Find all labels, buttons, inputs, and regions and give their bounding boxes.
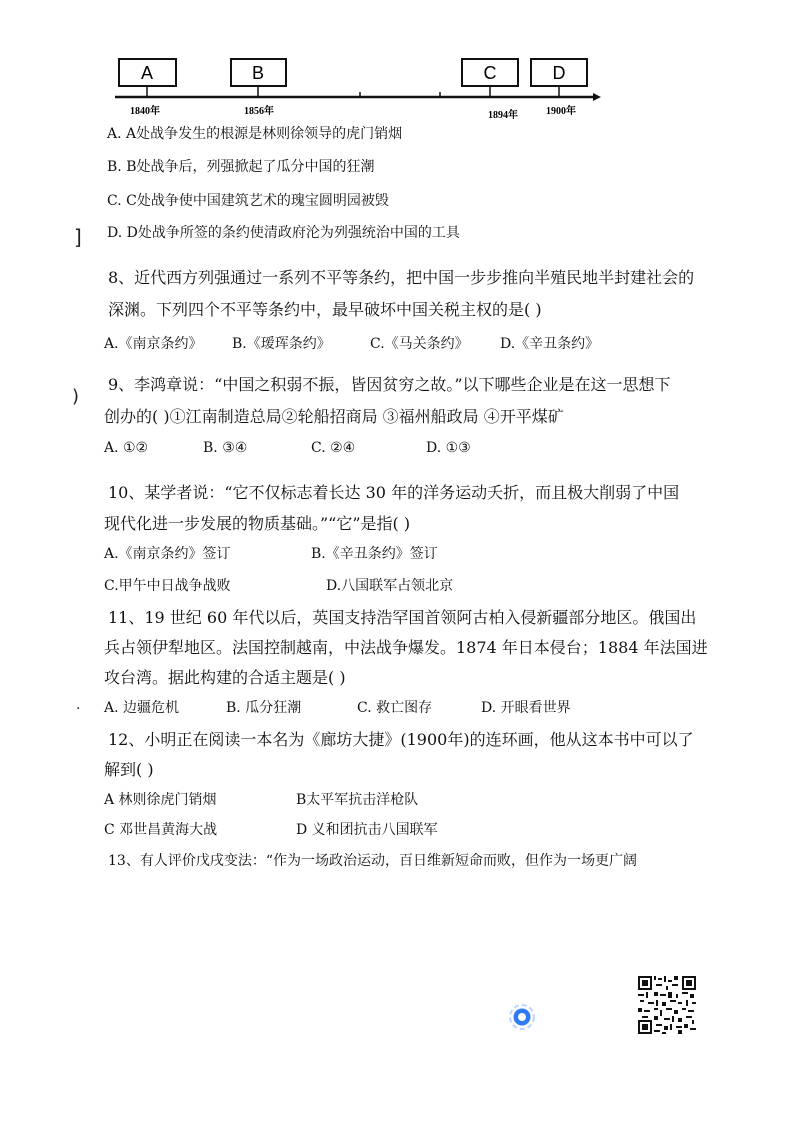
q10-option-c: C.甲午中日战争战败 bbox=[104, 578, 231, 594]
q11-stem-line-2: 兵占领伊犁地区。法国控制越南，中法战争爆发。1874 年日本侵台；1884 年法国进 bbox=[104, 638, 708, 657]
timeline-box-c bbox=[462, 59, 518, 97]
q12-stem-line-1: 12、小明正在阅读一本名为《廊坊大捷》(1900年)的连环画，他从这本书中可以了 bbox=[108, 730, 694, 749]
q10-stem-line-1: 10、某学者说：“它不仅标志着长达 30 年的洋务运动夭折，而且极大削弱了中国 bbox=[108, 483, 680, 502]
q10-option-a: A.《南京条约》签订 bbox=[104, 546, 231, 562]
q13-stem-line-1: 13、有人评价戊戌变法：“作为一场政治运动，百日维新短命而败，但作为一场更广阔 bbox=[108, 853, 637, 869]
q10-option-b: B.《辛丑条约》签订 bbox=[311, 546, 438, 562]
q8-stem-line-2: 深渊。下列四个不平等条约中，最早破坏中国关税主权的是( ) bbox=[108, 300, 542, 319]
q7-option-c: C. C处战争使中国建筑艺术的瑰宝圆明园被毁 bbox=[107, 193, 389, 209]
svg-text:D: D bbox=[552, 63, 566, 83]
margin-bracket-mark: ] bbox=[74, 225, 82, 249]
timeline-year-1856: 1856年 bbox=[244, 106, 274, 117]
timeline-axis bbox=[115, 92, 601, 101]
q11-option-b: B. 瓜分狂潮 bbox=[226, 700, 302, 716]
q10-option-d: D.八国联军占领北京 bbox=[326, 578, 454, 594]
svg-text:A: A bbox=[140, 63, 154, 83]
q12-option-d: D 义和团抗击八国联军 bbox=[296, 822, 438, 838]
q12-option-c: C 邓世昌黄海大战 bbox=[104, 822, 218, 838]
q9-option-b: B. ③④ bbox=[203, 440, 248, 456]
q8-option-d: D.《辛丑条约》 bbox=[500, 336, 600, 352]
q12-option-b: B太平军抗击洋枪队 bbox=[296, 792, 419, 808]
q8-option-b: B.《瑷珲条约》 bbox=[232, 336, 331, 352]
q11-stem-line-3: 攻台湾。据此构建的合适主题是( ) bbox=[104, 668, 346, 687]
q8-stem-line-1: 8、近代西方列强通过一系列不平等条约，把中国一步步推向半殖民地半封建社会的 bbox=[108, 268, 695, 287]
app-logo-icon[interactable] bbox=[508, 1003, 536, 1031]
q9-option-a: A. ①② bbox=[104, 440, 149, 456]
svg-text:C: C bbox=[483, 63, 497, 83]
q11-option-c: C. 救亡图存 bbox=[357, 700, 433, 716]
q7-option-d: D. D处战争所签的条约使清政府沦为列强统治中国的工具 bbox=[107, 225, 460, 241]
q7-option-a: A. A处战争发生的根源是林则徐领导的虎门销烟 bbox=[107, 126, 403, 142]
timeline-year-1894: 1894年 bbox=[488, 110, 518, 121]
timeline-figure bbox=[105, 52, 605, 122]
q7-option-b: B. B处战争后，列强掀起了瓜分中国的狂潮 bbox=[107, 159, 375, 175]
qr-code-icon[interactable] bbox=[638, 976, 696, 1034]
q11-option-a: A. 边疆危机 bbox=[104, 700, 180, 716]
q11-option-d: D. 开眼看世界 bbox=[481, 700, 571, 716]
q10-stem-line-2: 现代化进一步发展的物质基础。”“它”是指( ) bbox=[104, 514, 411, 533]
margin-dot-mark: . bbox=[76, 697, 81, 713]
q12-stem-line-2: 解到( ) bbox=[104, 760, 154, 779]
q8-option-a: A.《南京条约》 bbox=[104, 336, 203, 352]
q9-stem-line-2: 创办的( )①江南制造总局②轮船招商局 ③福州船政局 ④开平煤矿 bbox=[104, 407, 564, 426]
q9-option-d: D. ①③ bbox=[426, 440, 471, 456]
q11-stem-line-1: 11、19 世纪 60 年代以后，英国支持浩罕国首领阿古柏入侵新疆部分地区。俄国出 bbox=[108, 608, 697, 627]
svg-text:B: B bbox=[251, 63, 265, 83]
timeline-year-1840: 1840年 bbox=[130, 106, 160, 117]
timeline-box-d bbox=[531, 59, 587, 97]
q8-option-c: C.《马关条约》 bbox=[370, 336, 469, 352]
timeline-box-b bbox=[231, 59, 286, 97]
timeline-year-1900: 1900年 bbox=[546, 106, 576, 117]
margin-paren-mark: ) bbox=[72, 386, 80, 407]
q12-option-a: A 林则徐虎门销烟 bbox=[104, 792, 217, 808]
q9-option-c: C. ②④ bbox=[311, 440, 356, 456]
q9-stem-line-1: 9、李鸿章说：“中国之积弱不振，皆因贫穷之故。”以下哪些企业是在这一思想下 bbox=[108, 375, 671, 394]
timeline-box-a bbox=[119, 59, 176, 97]
